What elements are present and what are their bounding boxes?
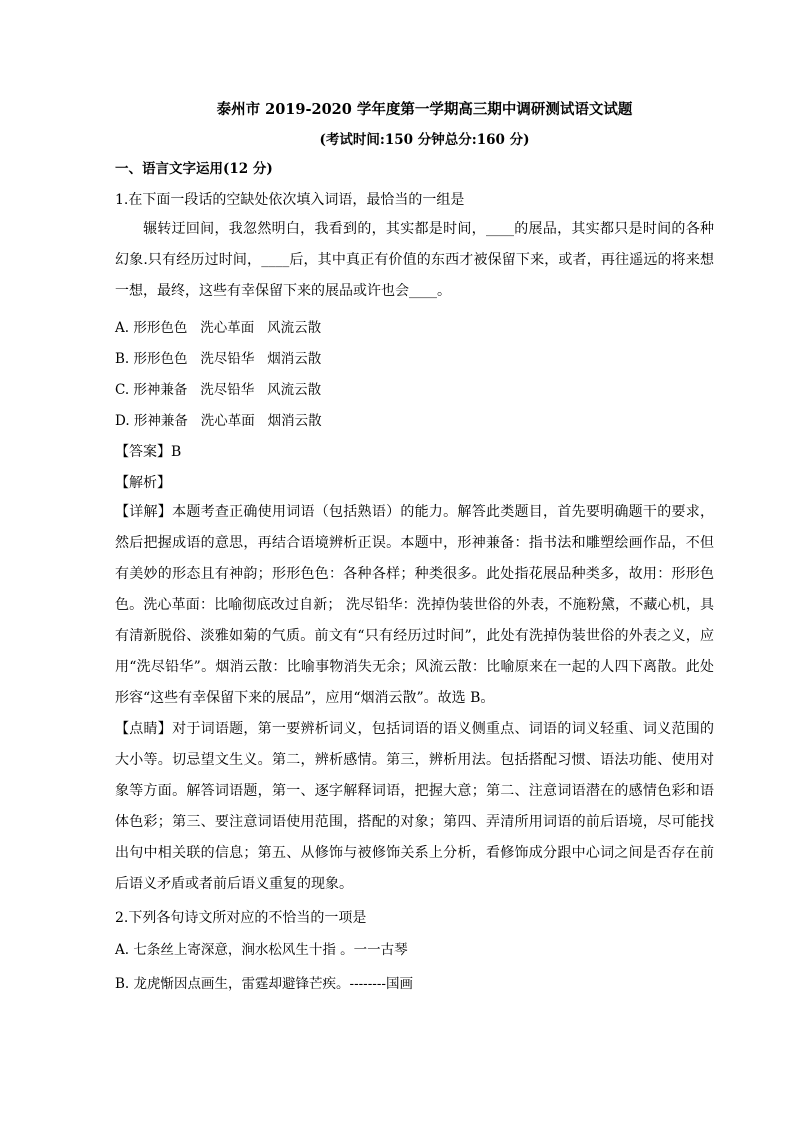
section-heading: 一、语言文字运用(12 分): [115, 161, 273, 177]
question-1-answer: 【答案】B: [115, 444, 182, 460]
question-1-option-c: C. 形神兼备 洗尽铅华 风流云散: [115, 382, 322, 398]
question-1-option-a: A. 形形色色 洗心革面 风流云散: [115, 320, 322, 336]
question-2-option-a: A. 七条丝上寄深意，涧水松风生十指 。一一古琴: [115, 942, 408, 958]
question-2-option-b: B. 龙虎惭因点画生，雷霆却避锋芒疾。--------国画: [115, 976, 413, 992]
question-1-tips: 【点睛】对于词语题，第一要辨析词义，包括词语的语义侧重点、词语的词义轻重、词义范围的大小等。切忌望文生义。第二，辨析感情。第三，辨析用法。包括搭配习惯、语法功能、使用对象等方面。解答词语题，第一、逐字解释词语，把握大意；第二、注意词语潜在的感情色彩和语体色彩；第三、要注意词语使用范围，搭配的对象；第四、弄清所用词语的前后语境，尽可能找出句中相关联的信息；第五、从修饰与被修饰关系上分析，看修饰成分跟中心词之间是否存在前后语义矛盾或者前后语义重复的现象。: [115, 721, 714, 892]
question-1-option-b: B. 形形色色 洗尽铅华 烟消云散: [115, 351, 322, 367]
question-1-passage: 辗转迂回间，我忽然明白，我看到的，其实都是时间，____的展品，其实都只是时间的各种幻象.只有经历过时间，____后，其中真正有价值的东西才被保留下来，或者，再往遥远的将来想一想，最终，这些有幸保留下来的展品或许也会____。: [115, 221, 714, 299]
question-1-option-d: D. 形神兼备 洗心革面 烟消云散: [115, 413, 322, 429]
question-1-analysis-label: 【解析】: [115, 475, 171, 491]
question-1-stem: 1.在下面一段话的空缺处依次填入词语，最恰当的一组是: [115, 192, 465, 208]
exam-info: (考试时间:150 分钟总分:160 分): [319, 132, 530, 148]
question-2-stem: 2.下列各句诗文所对应的不恰当的一项是: [115, 910, 367, 926]
page-title: 泰州市 2019-2020 学年度第一学期高三期中调研测试语文试题: [216, 101, 633, 118]
question-1-detail: 【详解】本题考查正确使用词语（包括熟语）的能力。解答此类题目，首先要明确题干的要求，然后把握成语的意思，再结合语境辨析正误。本题中，形神兼备：指书法和雕塑绘画作品，不但有美妙的形态且有神韵；形形色色：各种各样；种类很多。此处指花展品种类多，故用：形形色色。洗心革面：比喻彻底改过自新； 洗尽铅华：洗掉伪装世俗的外表，不施粉黛，不藏心机，具有清新脱俗、淡雅如菊的气质。前文有“只有经历过时间”，此处有洗掉伪装世俗的外表之义，应用“洗尽铅华”。烟消云散：比喻事物消失无余；风流云散：比喻原来在一起的人四下离散。此处形容“这些有幸保留下来的展品”，应用“烟消云散”。故选 B。: [115, 504, 714, 706]
